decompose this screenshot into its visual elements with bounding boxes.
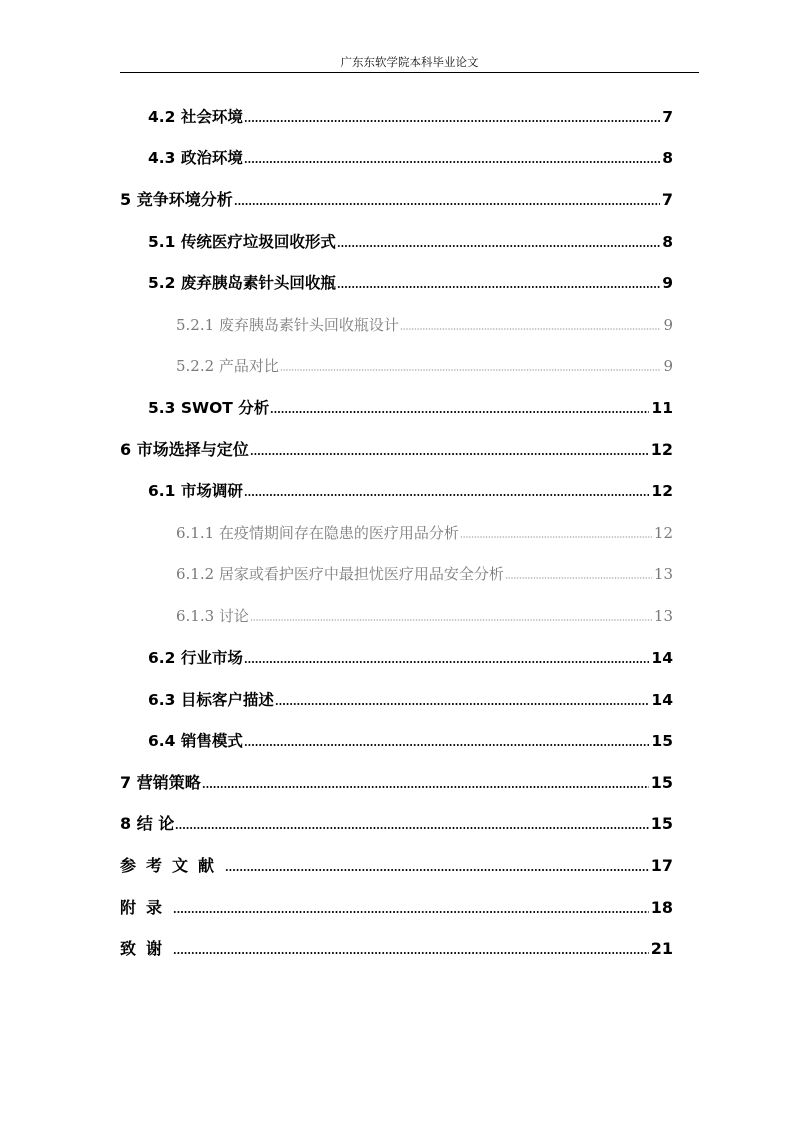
dot-leader bbox=[280, 368, 662, 372]
toc-entry-page: 11 bbox=[651, 399, 673, 417]
toc-entry-page: 7 bbox=[661, 190, 673, 209]
toc-entry-8[interactable] bbox=[120, 813, 673, 835]
toc-entry-title: 附录 bbox=[120, 898, 173, 917]
toc-entry-title: 6.1.1 在疫情期间存在隐患的医疗用品分析 bbox=[176, 524, 459, 542]
dot-leader bbox=[244, 160, 660, 164]
dot-leader bbox=[275, 702, 650, 706]
toc-entry-title: 7 营销策略 bbox=[120, 773, 201, 792]
toc-entry-page: 7 bbox=[662, 108, 673, 126]
dot-leader bbox=[505, 576, 652, 580]
dot-leader bbox=[400, 327, 662, 331]
dot-leader bbox=[337, 244, 660, 248]
toc-entry-page: 13 bbox=[653, 565, 673, 583]
toc-entry-5-2-2[interactable] bbox=[176, 355, 673, 377]
toc-entry-title: 8 结 论 bbox=[120, 814, 175, 833]
dot-leader bbox=[250, 452, 649, 456]
toc-entry-6[interactable] bbox=[120, 439, 673, 461]
dot-leader bbox=[244, 743, 650, 747]
toc-entry-references[interactable] bbox=[120, 855, 673, 877]
toc-entry-page: 14 bbox=[651, 649, 673, 667]
toc-entry-page: 12 bbox=[651, 482, 673, 500]
toc-entry-title: 5.2 废弃胰岛素针头回收瓶 bbox=[148, 274, 336, 292]
toc-entry-title: 5.1 传统医疗垃圾回收形式 bbox=[148, 233, 336, 251]
toc-entry-5-1[interactable] bbox=[148, 231, 673, 253]
toc-entry-title: 6.3 目标客户描述 bbox=[148, 691, 274, 709]
toc-entry-6-3[interactable] bbox=[148, 689, 673, 711]
dot-leader bbox=[250, 618, 652, 622]
toc-entry-6-2[interactable] bbox=[148, 647, 673, 669]
toc-entry-5-2[interactable] bbox=[148, 272, 673, 294]
toc-entry-page: 12 bbox=[653, 524, 673, 542]
toc-entry-4-3[interactable] bbox=[148, 147, 673, 169]
toc-entry-title: 6.2 行业市场 bbox=[148, 649, 243, 667]
dot-leader bbox=[173, 910, 649, 914]
toc-entry-title: 4.3 政治环境 bbox=[148, 149, 243, 167]
dot-leader bbox=[202, 785, 649, 789]
toc-entry-page: 14 bbox=[651, 691, 673, 709]
toc-entry-appendix[interactable] bbox=[120, 897, 673, 919]
toc-entry-title: 6.1.2 居家或看护医疗中最担忧医疗用品安全分析 bbox=[176, 565, 504, 583]
dot-leader bbox=[460, 535, 652, 539]
dot-leader bbox=[173, 951, 649, 955]
toc-entry-7[interactable] bbox=[120, 772, 673, 794]
toc-entry-page: 9 bbox=[663, 316, 673, 334]
dot-leader bbox=[234, 202, 660, 206]
toc-entry-page: 9 bbox=[663, 357, 673, 375]
toc-entry-title: 5.2.1 废弃胰岛素针头回收瓶设计 bbox=[176, 316, 399, 334]
dot-leader bbox=[337, 285, 660, 289]
toc-entry-title: 6.1.3 讨论 bbox=[176, 607, 249, 625]
toc-entry-page: 21 bbox=[650, 939, 673, 958]
toc-entry-title: 6 市场选择与定位 bbox=[120, 440, 249, 459]
toc-entry-6-1-2[interactable] bbox=[176, 563, 673, 585]
toc-entry-title: 5 竞争环境分析 bbox=[120, 190, 233, 209]
dot-leader bbox=[244, 119, 660, 123]
toc-entry-page: 9 bbox=[662, 274, 673, 292]
toc-entry-page: 13 bbox=[653, 607, 673, 625]
dot-leader bbox=[244, 493, 650, 497]
toc-entry-title: 致谢 bbox=[120, 939, 173, 958]
toc-entry-6-4[interactable] bbox=[148, 730, 673, 752]
dot-leader bbox=[175, 826, 648, 830]
running-header: 广东东软学院本科毕业论文 bbox=[340, 55, 479, 69]
toc-entry-5[interactable] bbox=[120, 189, 673, 211]
toc-entry-page: 15 bbox=[651, 732, 673, 750]
toc-entry-4-2[interactable] bbox=[148, 106, 673, 128]
toc-entry-title: 参考文献 bbox=[120, 856, 225, 875]
toc-entry-title: 6.4 销售模式 bbox=[148, 732, 243, 750]
toc-entry-title: 5.3 SWOT 分析 bbox=[148, 399, 270, 417]
toc-entry-page: 12 bbox=[650, 440, 673, 459]
toc-entry-6-1-3[interactable] bbox=[176, 605, 673, 627]
toc-entry-5-2-1[interactable] bbox=[176, 314, 673, 336]
toc-entry-page: 8 bbox=[662, 149, 673, 167]
dot-leader bbox=[244, 660, 650, 664]
dot-leader bbox=[270, 410, 649, 414]
toc-entry-title: 5.2.2 产品对比 bbox=[176, 357, 279, 375]
toc-entry-page: 18 bbox=[650, 898, 673, 917]
toc-entry-title: 4.2 社会环境 bbox=[148, 108, 243, 126]
toc-entry-6-1-1[interactable] bbox=[176, 522, 673, 544]
dot-leader bbox=[225, 868, 649, 872]
toc-entry-6-1[interactable] bbox=[148, 480, 673, 502]
toc-entry-acknowledgements[interactable] bbox=[120, 938, 673, 960]
toc-entry-page: 15 bbox=[650, 773, 673, 792]
toc-entry-page: 15 bbox=[650, 814, 673, 833]
toc-entry-5-3[interactable] bbox=[148, 397, 673, 419]
toc-entry-page: 8 bbox=[662, 233, 673, 251]
toc-entry-title: 6.1 市场调研 bbox=[148, 482, 243, 500]
toc-entry-page: 17 bbox=[650, 856, 673, 875]
